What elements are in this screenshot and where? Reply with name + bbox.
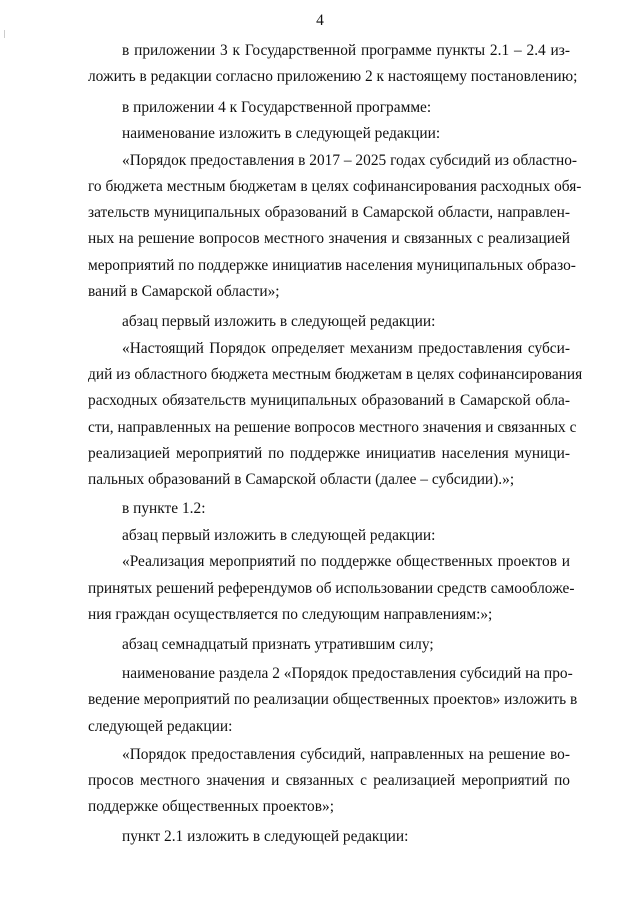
text-line: в приложении 4 к Государственной программе: (122, 99, 432, 116)
text-line: дий из областного бюджета местным бюджетам в целях софинансирования (88, 366, 583, 383)
text-line: «Реализация мероприятий по поддержке общественных проектов и (122, 553, 570, 570)
text-line: мероприятий по поддержке инициатив населения муниципальных образо- (88, 257, 576, 274)
text-line: ложить в редакции согласно приложению 2 к настоящему постановлению; (88, 68, 578, 85)
text-line: абзац семнадцатый признать утратившим силу; (122, 636, 434, 653)
text-line: «Порядок предоставления в 2017 – 2025 годах субсидий из областно- (122, 152, 578, 169)
text-line: следующей редакции: (88, 718, 233, 735)
text-line: абзац первый изложить в следующей редакции: (122, 313, 436, 330)
text-line: «Настоящий Порядок определяет механизм предоставления субси- (122, 340, 570, 357)
text-line: ния граждан осуществляется по следующим направлениям:»; (88, 606, 493, 623)
text-line: ведение мероприятий по реализации общественных проектов» изложить в (88, 691, 578, 708)
text-line: ваний в Самарской области»; (88, 283, 280, 300)
text-line: в пункте 1.2: (122, 500, 206, 517)
text-line: «Порядок предоставления субсидий, направленных на решение во- (122, 746, 570, 763)
text-line: зательств муниципальных образований в Самарской области, направлен- (88, 204, 570, 221)
text-line: поддержке общественных проектов»; (88, 798, 334, 815)
text-line: пункт 2.1 изложить в следующей редакции: (122, 828, 409, 845)
text-line: просов местного значения и связанных с реализацией мероприятий по (88, 772, 570, 789)
text-line: реализацией мероприятий по поддержке инициатив населения муници- (88, 445, 570, 462)
text-line: расходных обязательств муниципальных образований в Самарской обла- (88, 392, 570, 409)
scan-edge-mark (4, 30, 5, 38)
text-line: в приложении 3 к Государственной программе пункты 2.1 – 2.4 из- (122, 42, 570, 59)
text-line: го бюджета местным бюджетам в целях софинансирования расходных обя- (88, 178, 582, 195)
text-line: пальных образований в Самарской области (далее – субсидии).»; (88, 471, 515, 488)
text-line: наименование раздела 2 «Порядок предоставления субсидий на про- (122, 665, 573, 682)
text-line: сти, направленных на решение вопросов местного значения и связанных с (88, 419, 577, 436)
text-line: абзац первый изложить в следующей редакции: (122, 527, 436, 544)
text-line: ных на решение вопросов местного значения и связанных с реализацией (88, 230, 570, 247)
page-number: 4 (316, 12, 324, 29)
text-line: наименование изложить в следующей редакции: (122, 125, 441, 142)
text-line: принятых решений референдумов об использовании средств самообложе- (88, 580, 575, 597)
